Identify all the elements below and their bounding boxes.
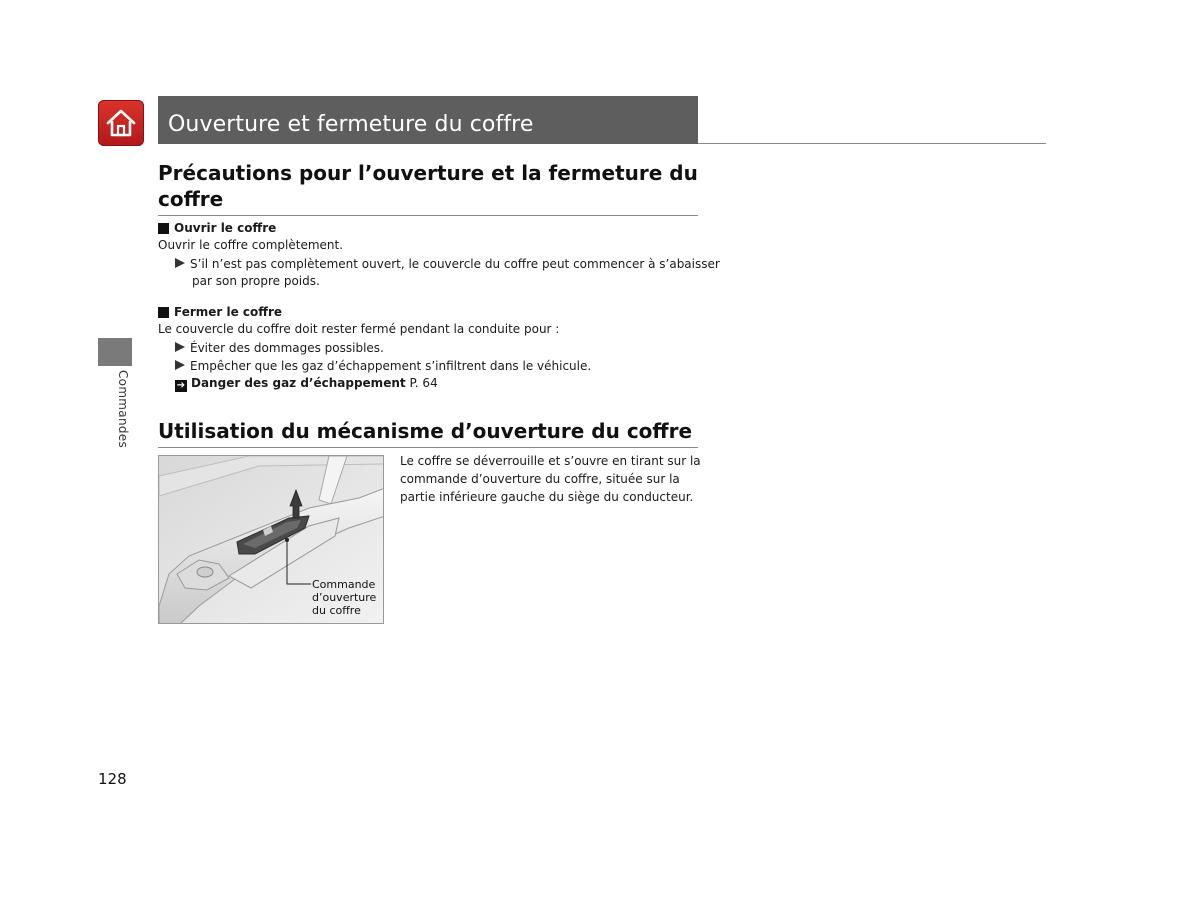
subheading-close: Fermer le coffre bbox=[158, 304, 282, 320]
close-text: Le couvercle du coffre doit rester fermé pendant la conduite pour : bbox=[158, 322, 560, 336]
open-bullet: S’il n’est pas complètement ouvert, le couvercle du coffre peut commencer à s’abaisser bbox=[175, 255, 720, 273]
square-bullet-icon bbox=[158, 223, 169, 234]
close-bullet-2: Empêcher que les gaz d’échappement s’infiltrent dans le véhicule. bbox=[175, 357, 591, 375]
subheading-open: Ouvrir le coffre bbox=[158, 220, 276, 236]
lever-callout-label: Commande d’ouverture du coffre bbox=[312, 578, 377, 617]
cross-reference-link[interactable]: ➔ Danger des gaz d’échappement P. 64 bbox=[176, 376, 438, 391]
section-tab-label: Commandes bbox=[116, 370, 130, 449]
page-number: 128 bbox=[98, 770, 127, 788]
square-bullet-icon bbox=[158, 307, 169, 318]
reference-arrow-icon: ➔ bbox=[176, 380, 186, 391]
close-bullet-1: Éviter des dommages possibles. bbox=[175, 339, 384, 357]
mechanism-desc-2: commande d’ouverture du coffre, située sur la bbox=[400, 472, 680, 486]
open-text: Ouvrir le coffre complètement. bbox=[158, 238, 344, 252]
triangle-bullet-icon bbox=[175, 360, 185, 370]
chapter-title-bar bbox=[158, 96, 698, 144]
mechanism-desc-1: Le coffre se déverrouille et s’ouvre en tirant sur la bbox=[400, 454, 701, 468]
triangle-bullet-icon bbox=[175, 342, 185, 352]
home-icon bbox=[104, 106, 138, 140]
chapter-title: Ouverture et fermeture du coffre bbox=[168, 112, 534, 137]
open-bullet-cont: par son propre poids. bbox=[192, 274, 320, 288]
section-tab[interactable] bbox=[98, 338, 132, 366]
home-button[interactable] bbox=[98, 100, 144, 146]
section-heading-precautions: Précautions pour l’ouverture et la fermeture du coffre bbox=[158, 160, 698, 216]
triangle-bullet-icon bbox=[175, 258, 185, 268]
mechanism-desc-3: partie inférieure gauche du siège du conducteur. bbox=[400, 490, 694, 504]
title-rule bbox=[698, 143, 1046, 144]
section-heading-mechanism: Utilisation du mécanisme d’ouverture du coffre bbox=[158, 418, 698, 448]
